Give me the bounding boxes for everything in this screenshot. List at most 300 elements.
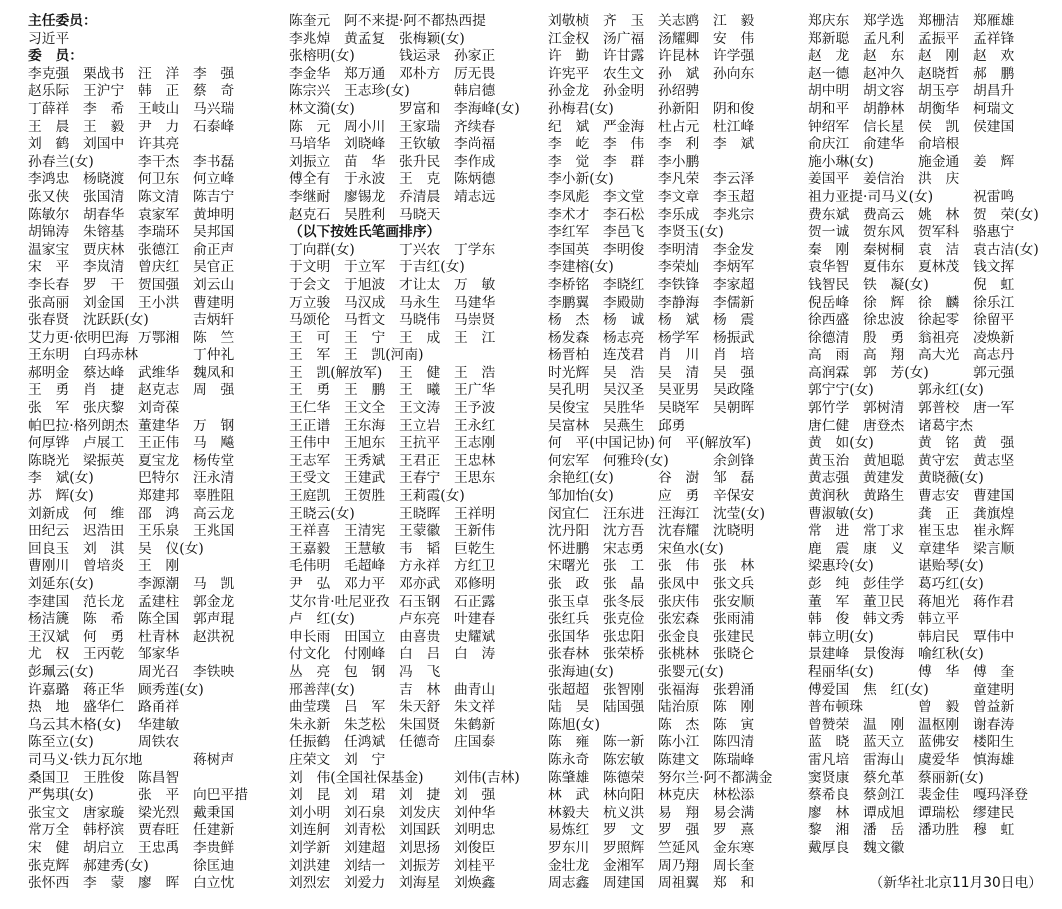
member-name: 黄 强	[973, 435, 1015, 452]
member-name: 郑栅洁	[918, 13, 960, 29]
member-name: 韩启德	[454, 83, 496, 100]
member-name: 朱芝松	[344, 716, 386, 733]
member-name: 夏伟东	[863, 259, 905, 276]
member-name: 张玉卓	[548, 593, 590, 610]
member-name: 严金海	[603, 118, 645, 135]
member-name: 郭永红(女)	[918, 382, 984, 399]
member-name: 何卫东	[138, 171, 180, 188]
member-name: 刘石泉	[344, 804, 386, 821]
list-row	[808, 136, 1028, 154]
member-name: 李石松	[603, 206, 645, 223]
member-name: 杨志亮	[603, 329, 645, 346]
list-row	[808, 435, 1028, 453]
member-name: 孙梅君(女)	[548, 100, 614, 117]
member-name: 张建民	[713, 628, 755, 645]
member-name: 康 义	[863, 540, 905, 557]
member-name: 阴和俊	[713, 100, 755, 117]
member-name: 易 翔	[658, 804, 700, 821]
list-row	[28, 154, 248, 172]
member-name: 林 武	[548, 787, 590, 804]
member-name: 高 雨	[808, 347, 850, 364]
member-name: 倪 虹	[973, 276, 1015, 293]
member-name: 李 强	[193, 65, 235, 82]
member-name: 李殿勋	[603, 294, 645, 311]
member-name: 帕巴拉·格列朗杰	[28, 417, 129, 434]
member-name: 陆治原	[658, 699, 700, 716]
member-name: 王胜俊	[83, 769, 125, 786]
member-name: 邵 鸿	[138, 505, 180, 522]
member-name: 王 克	[399, 171, 441, 188]
member-name: 刘思扬	[399, 839, 441, 856]
member-name: 李邑飞	[603, 224, 645, 241]
member-name: 邹 磊	[713, 470, 755, 487]
list-row	[289, 171, 509, 189]
member-name: 胡玉亭	[918, 83, 960, 100]
member-name: 李桥铭	[548, 276, 590, 293]
member-name: 胡启立	[83, 839, 125, 856]
list-row	[548, 101, 768, 119]
member-name: 裴金佳	[918, 787, 960, 804]
member-name: 林毅夫	[548, 804, 590, 821]
member-name: 赵冲久	[863, 65, 905, 82]
member-name: 李长春	[28, 276, 70, 293]
member-name: 唐一军	[973, 400, 1015, 417]
list-row	[28, 682, 248, 700]
member-name: 王新伟	[454, 523, 496, 540]
list-row	[289, 875, 509, 893]
member-name: 侯 凯	[918, 118, 960, 135]
member-name: 俞培根	[918, 136, 960, 153]
member-name: 陈 希	[83, 611, 125, 628]
member-name: 任振鹤	[289, 734, 331, 751]
member-name: 杜江峰	[713, 118, 755, 135]
list-row	[548, 840, 768, 858]
member-name: 吉炳轩	[193, 312, 235, 329]
member-name: 郭元强	[973, 364, 1015, 381]
list-row	[289, 330, 509, 348]
member-name: 张婴元(女)	[658, 663, 724, 680]
list-row	[808, 576, 1028, 594]
member-name: 温家宝	[28, 241, 70, 258]
member-name: 孙春兰(女)	[28, 153, 94, 170]
member-name: 田国立	[344, 628, 386, 645]
member-name: 韦 韬	[399, 540, 441, 557]
member-name: 李瑞环	[138, 224, 180, 241]
member-name: 张 林	[713, 558, 755, 575]
member-name: 齐 玉	[603, 13, 645, 29]
member-name: 张宝文	[28, 804, 70, 821]
member-name: 钟绍军	[808, 118, 850, 135]
member-name: 王祥喜	[289, 523, 331, 540]
member-name: 陈 寅	[713, 716, 755, 733]
member-name: 王君正	[399, 452, 441, 469]
list-row	[548, 488, 768, 506]
list-row	[28, 453, 248, 471]
member-name: 戴厚良	[808, 839, 850, 856]
member-name: 韩启民	[918, 628, 960, 645]
list-row	[548, 136, 768, 154]
list-row	[808, 822, 1028, 840]
list-row	[289, 418, 509, 436]
list-row	[28, 347, 248, 365]
member-name: 郭金龙	[193, 593, 235, 610]
member-name: 吴 清	[658, 364, 700, 381]
member-name: 安 伟	[713, 30, 755, 47]
member-name: 傅 奎	[973, 663, 1015, 680]
member-name: 杨 震	[713, 312, 755, 329]
member-name: 刘俊臣	[454, 839, 496, 856]
member-name: 贾春旺	[138, 822, 180, 839]
member-name: 殷 勇	[863, 329, 905, 346]
member-name: 黄建发	[863, 470, 905, 487]
member-name: 高 翔	[863, 347, 905, 364]
member-name: 罗照辉	[603, 839, 645, 856]
member-name: 孙新阳	[658, 100, 700, 117]
member-name: 申长雨	[289, 628, 331, 645]
member-name: 洪 庆	[918, 171, 960, 188]
member-name: 刘国跃	[399, 822, 441, 839]
member-name: 徐留平	[973, 312, 1015, 329]
member-name: 王旭东	[344, 435, 386, 452]
list-row	[289, 453, 509, 471]
list-row	[28, 382, 248, 400]
member-name: 于永波	[344, 171, 386, 188]
member-name: 蔡希良	[808, 787, 850, 804]
member-name: 谷 澍	[658, 470, 700, 487]
member-name: 程丽华(女)	[808, 663, 874, 680]
member-name: 任建新	[193, 822, 235, 839]
member-name: 焦 红(女)	[863, 681, 929, 698]
list-row	[548, 171, 768, 189]
member-name: 杨 诚	[603, 312, 645, 329]
member-name: 周长奎	[713, 857, 755, 874]
member-name: 何宏军	[548, 452, 590, 469]
member-name: 马永生	[399, 294, 441, 311]
member-name: 徐德清	[808, 329, 850, 346]
member-name: 张榕明(女)	[289, 48, 355, 65]
member-name: 赵洪祝	[193, 628, 235, 645]
member-name: 邓力平	[344, 576, 386, 592]
list-row	[548, 66, 768, 84]
member-name: 信长星	[863, 118, 905, 135]
member-name: 马晓伟	[399, 312, 441, 329]
member-name: 梁振英	[83, 452, 125, 469]
member-name: 李凡荣	[658, 171, 700, 188]
list-row	[28, 418, 248, 436]
member-name: 何厚铧	[28, 435, 70, 452]
member-name: 王志珍(女)	[344, 83, 410, 100]
member-name: 才让太	[399, 276, 441, 293]
member-name: 施金通	[918, 153, 960, 170]
list-row	[289, 734, 509, 752]
member-name: 韩 俊	[808, 611, 850, 628]
member-name: 王晓晖	[399, 505, 441, 522]
member-name: 张怀西	[28, 875, 70, 892]
member-name: 张 晶	[603, 576, 645, 592]
member-name: 周乃翔	[658, 857, 700, 874]
list-row	[808, 594, 1028, 612]
list-row	[289, 119, 509, 137]
list-row	[548, 207, 768, 225]
list-row	[289, 752, 509, 770]
list-row	[548, 594, 768, 612]
member-name: 罗 文	[603, 822, 645, 839]
member-name: 窦贤康	[808, 769, 850, 786]
list-row	[28, 594, 248, 612]
member-name: 王正谱	[289, 417, 331, 434]
member-name: 孙 斌	[658, 65, 700, 82]
member-name: 王东海	[344, 417, 386, 434]
member-name: 袁家军	[138, 206, 180, 223]
member-name: 郭竹学	[808, 400, 850, 417]
member-name: 于文明	[289, 259, 331, 276]
member-name: 常万全	[28, 822, 70, 839]
member-name: 傅爱国	[808, 681, 850, 698]
member-name: 梁惠玲(女)	[808, 558, 874, 575]
member-name: 秦树桐	[863, 241, 905, 258]
list-row	[548, 330, 768, 348]
member-name: 李文章	[658, 188, 700, 205]
member-name: 王乐泉	[138, 523, 180, 540]
member-name: 徐 辉	[863, 294, 905, 311]
member-name: 贺军科	[918, 224, 960, 241]
list-row	[808, 558, 1028, 576]
list-row	[548, 682, 768, 700]
member-name: 司马义·铁力瓦尔地	[28, 751, 143, 768]
member-name: 吴 仪(女)	[138, 540, 204, 557]
member-name: 张春林	[548, 646, 590, 663]
member-name: 蓝佛安	[918, 734, 960, 751]
member-name: 余剑锋	[713, 452, 755, 469]
member-name: 沈方吾	[603, 523, 645, 540]
list-row	[28, 312, 248, 330]
list-row	[289, 470, 509, 488]
member-name: 陈炳德	[454, 171, 496, 188]
member-name: 周铁农	[138, 734, 180, 751]
list-row	[28, 207, 248, 225]
member-name: 于吉红(女)	[399, 259, 465, 276]
list-row	[808, 365, 1028, 383]
member-name: 袁华智	[808, 259, 850, 276]
list-row	[289, 682, 509, 700]
member-name: 宋 健	[28, 839, 70, 856]
member-name: 努尔兰·阿不都满金	[658, 769, 773, 786]
member-name: 柯瑞文	[973, 100, 1015, 117]
member-name: 李鹏翼	[548, 294, 590, 311]
member-name: 黄守宏	[918, 452, 960, 469]
list-row	[289, 312, 509, 330]
member-name: 张庆伟	[658, 593, 700, 610]
list-row	[548, 699, 768, 717]
member-name: 李尚福	[454, 136, 496, 153]
list-row	[548, 31, 768, 49]
member-name: 黎 湘	[808, 822, 850, 839]
sort-note: （以下按姓氏笔画排序）	[289, 224, 441, 241]
member-name: 张荣桥	[603, 646, 645, 663]
list-row	[289, 664, 509, 682]
member-name: 王丙乾	[83, 646, 125, 663]
member-name: 李金华	[289, 65, 331, 82]
member-name: 李书磊	[193, 153, 235, 170]
member-name: 马培华	[289, 136, 331, 153]
member-name: 陈 刚	[713, 699, 755, 716]
list-row	[808, 488, 1028, 506]
member-name: 李晓红	[603, 276, 645, 293]
list-row	[548, 752, 768, 770]
list-row	[808, 312, 1028, 330]
member-name: 宋 平	[28, 259, 70, 276]
member-name: 刘伟(吉林)	[454, 769, 520, 786]
list-row	[289, 541, 509, 559]
list-row	[289, 646, 509, 664]
member-name: 贺东风	[863, 224, 905, 241]
member-name: 石泰峰	[193, 118, 235, 135]
member-name: 王志军	[289, 452, 331, 469]
member-name: 张安顺	[713, 593, 755, 610]
member-name: 黄旭聪	[863, 452, 905, 469]
member-name: 陈德荣	[603, 769, 645, 786]
list-row	[28, 629, 248, 647]
member-name: 辜胜阻	[193, 488, 235, 505]
member-name: 郑雁雄	[973, 13, 1015, 29]
list-row	[28, 277, 248, 295]
member-name: 蔡 奇	[193, 83, 235, 100]
member-name: 唐仁健	[808, 417, 850, 434]
member-name: 于旭波	[344, 276, 386, 293]
list-row	[289, 277, 509, 295]
member-name: 王家瑞	[399, 118, 441, 135]
member-name: 刘 淇	[83, 540, 125, 557]
member-name: 蓝天立	[863, 734, 905, 751]
member-name: 张超超	[548, 681, 590, 698]
list-row	[28, 101, 248, 119]
member-name: 吴 浩	[603, 364, 645, 381]
member-name: 王钦敏	[399, 136, 441, 153]
member-name: 杨 斌	[658, 312, 700, 329]
member-name: 李术才	[548, 206, 590, 223]
member-name: 王小洪	[138, 294, 180, 311]
list-row	[28, 330, 248, 348]
list-row	[808, 295, 1028, 313]
member-name: 徐西盛	[808, 312, 850, 329]
member-name: 秦 刚	[808, 241, 850, 258]
list-row	[808, 83, 1028, 101]
list-row	[808, 523, 1028, 541]
member-name: 钱运录	[399, 48, 441, 65]
list-row	[289, 858, 509, 876]
member-name: 龚旗煌	[973, 505, 1015, 522]
list-row	[808, 506, 1028, 524]
column-2	[289, 13, 520, 893]
member-name: 吕 军	[344, 699, 386, 716]
member-name: 王志刚	[454, 435, 496, 452]
member-name: 吴孔明	[548, 382, 590, 399]
member-name: 雷海山	[863, 751, 905, 768]
member-name: 王晓云(女)	[289, 505, 355, 522]
member-name: 李凤彪	[548, 188, 590, 205]
list-row	[289, 769, 520, 788]
member-name: 艾力更·依明巴海	[28, 329, 129, 346]
member-name: 王受文	[289, 470, 331, 487]
list-row	[808, 646, 1028, 664]
list-row	[548, 295, 768, 313]
member-name: 蔡丽新(女)	[918, 769, 984, 786]
list-row	[808, 787, 1028, 805]
member-name: 郑建邦	[138, 488, 180, 505]
member-name: 陈吉宁	[193, 188, 235, 205]
list-row	[28, 611, 248, 629]
member-name: 郭宁宁(女)	[808, 382, 874, 399]
list-row	[808, 277, 1028, 295]
list-row	[289, 787, 509, 805]
member-name: 胡和平	[808, 100, 850, 117]
member-name: 陈晓光	[28, 452, 70, 469]
member-name: 庄国泰	[454, 734, 496, 751]
member-name: 武维华	[138, 364, 180, 381]
member-name: 周光召	[138, 663, 180, 680]
member-name: 韩立平	[918, 611, 960, 628]
member-name: 朱镕基	[83, 224, 125, 241]
list-row	[548, 365, 768, 383]
list-row	[28, 295, 248, 313]
member-name: 曹淑敏(女)	[808, 505, 874, 522]
member-name: 韩文秀	[863, 611, 905, 628]
list-row	[28, 805, 248, 823]
member-name: 刘 昆	[289, 787, 331, 804]
member-name: 余艳红(女)	[548, 470, 614, 487]
member-name: 陈旭(女)	[548, 716, 600, 733]
member-name: 刘发庆	[399, 804, 441, 821]
member-name: 王慧敏	[344, 540, 386, 557]
member-name: 慎海雄	[973, 751, 1015, 768]
column-3	[548, 13, 773, 893]
member-name: 史耀斌	[454, 628, 496, 645]
list-row	[808, 470, 1028, 488]
list-row	[548, 470, 768, 488]
member-name: 孙金龙	[548, 83, 590, 100]
list-row	[289, 506, 509, 524]
member-name: 张 伟	[658, 558, 700, 575]
member-name: 赵晓哲	[918, 65, 960, 82]
member-name: 桑国卫	[28, 769, 70, 786]
member-name: 林松添	[713, 787, 755, 804]
member-name: 范长龙	[83, 593, 125, 610]
member-name: 谢春涛	[973, 716, 1015, 733]
member-name: 刘金国	[83, 294, 125, 311]
list-row	[28, 576, 248, 594]
member-name: 谌贻琴(女)	[918, 558, 984, 575]
member-name: 张宏森	[658, 611, 700, 628]
list-row	[548, 717, 768, 735]
member-name: 刘晓峰	[344, 136, 386, 153]
member-name: 贺一诚	[808, 224, 850, 241]
member-name: 马兴瑞	[193, 100, 235, 117]
member-name: 徐 麟	[918, 294, 960, 311]
member-name: 陈敏尔	[28, 206, 70, 223]
member-name: 马颂伦	[289, 312, 331, 329]
member-name: 王伟中	[289, 435, 331, 452]
list-row	[808, 31, 1028, 49]
member-name: 江金权	[548, 30, 590, 47]
member-name: 王春宁	[399, 470, 441, 487]
list-row	[808, 734, 1028, 752]
member-name: 怀进鹏	[548, 540, 590, 557]
member-name: 凌焕新	[973, 329, 1015, 346]
member-name: 胡文容	[863, 83, 905, 100]
member-name: 李文堂	[603, 188, 645, 205]
member-name: 李铁映	[193, 663, 235, 680]
list-row	[28, 523, 248, 541]
